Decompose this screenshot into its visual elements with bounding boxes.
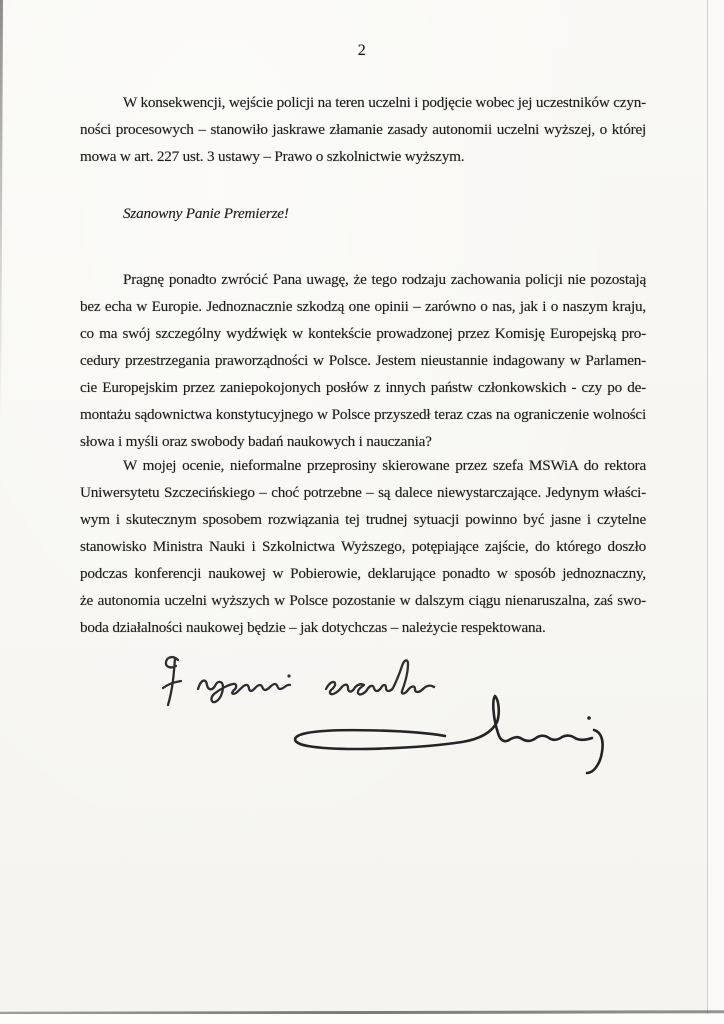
- text-line: cedury przestrzegania praworządności w Polsce. Jestem nieustannie indagowany w Parlamen-: [80, 352, 646, 369]
- scan-left-edge-shadow: [0, 0, 3, 424]
- text-line: Uniwersytetu Szczecińskiego – choć potrzebne – są dalece niewystarczające. Jedynym właści-: [80, 484, 646, 501]
- page-number: 2: [357, 42, 367, 59]
- salutation: Szanowny Panie Premierze!: [123, 205, 289, 222]
- text-line: mowa w art. 227 ust. 3 ustawy – Prawo o szkolnictwie wyższym.: [80, 148, 465, 165]
- text-line: W konsekwencji, wejście policji na teren uczelni i podjęcie wobec jej uczestników czyn-: [123, 94, 646, 111]
- paragraph-2: [80, 266, 646, 455]
- text-line: cie Europejskim przez zaniepokojonych posłów z innych państw członkowskich - czy po de-: [80, 379, 646, 396]
- handwriting-area: [140, 648, 630, 800]
- text-line: że autonomia uczelni wyższych w Polsce pozostanie w dalszym ciągu nienaruszalna, zaś swo-: [80, 592, 646, 609]
- scan-bottom-strip: [0, 1014, 724, 1024]
- paper-right-edge-line: [707, 0, 708, 1024]
- text-line: boda działalności naukowej będzie – jak dotychczas – należycie respektowana.: [80, 619, 546, 636]
- text-line: stanowisko Ministra Nauki i Szkolnictwa Wyższego, potępiające zajście, do którego doszło: [80, 538, 646, 555]
- text-line: bez echa w Europie. Jednoznacznie szkodzą one opinii – zarówno o nas, jak i o naszym kraju,: [80, 298, 646, 315]
- text-line: ności procesowych – stanowiło jaskrawe złamanie zasady autonomii uczelni wyższej, o której: [80, 121, 646, 138]
- scan-right-margin: [708, 0, 724, 1024]
- text-line: słowa i myśli oraz swobody badań naukowych i nauczania?: [80, 433, 432, 450]
- paragraph-1: [80, 89, 646, 170]
- text-line: podczas konferencji naukowej w Pobierowie, deklarujące ponadto w sposób jednoznaczny,: [80, 565, 646, 582]
- text-line: W mojej ocenie, nieformalne przeprosiny skierowane przez szefa MSWiA do rektora: [123, 457, 646, 474]
- text-line: Pragnę ponadto zwrócić Pana uwagę, że tego rodzaju zachowania policji nie pozostają: [123, 271, 646, 288]
- text-line: montażu sądownictwa konstytucyjnego w Polsce przyszedł teraz czas na ograniczenie wolności: [80, 406, 646, 423]
- paragraph-3: [80, 452, 646, 641]
- signature: [295, 696, 602, 773]
- text-line: wym i skutecznym sposobem rozwiązania tej trudnej sytuacji powinno być jasne i czytelne: [80, 511, 646, 528]
- text-line: co ma swój szczególny wydźwięk w kontekście prowadzonej przez Komisję Europejską pro-: [80, 325, 646, 342]
- handwritten-closing: [163, 657, 434, 705]
